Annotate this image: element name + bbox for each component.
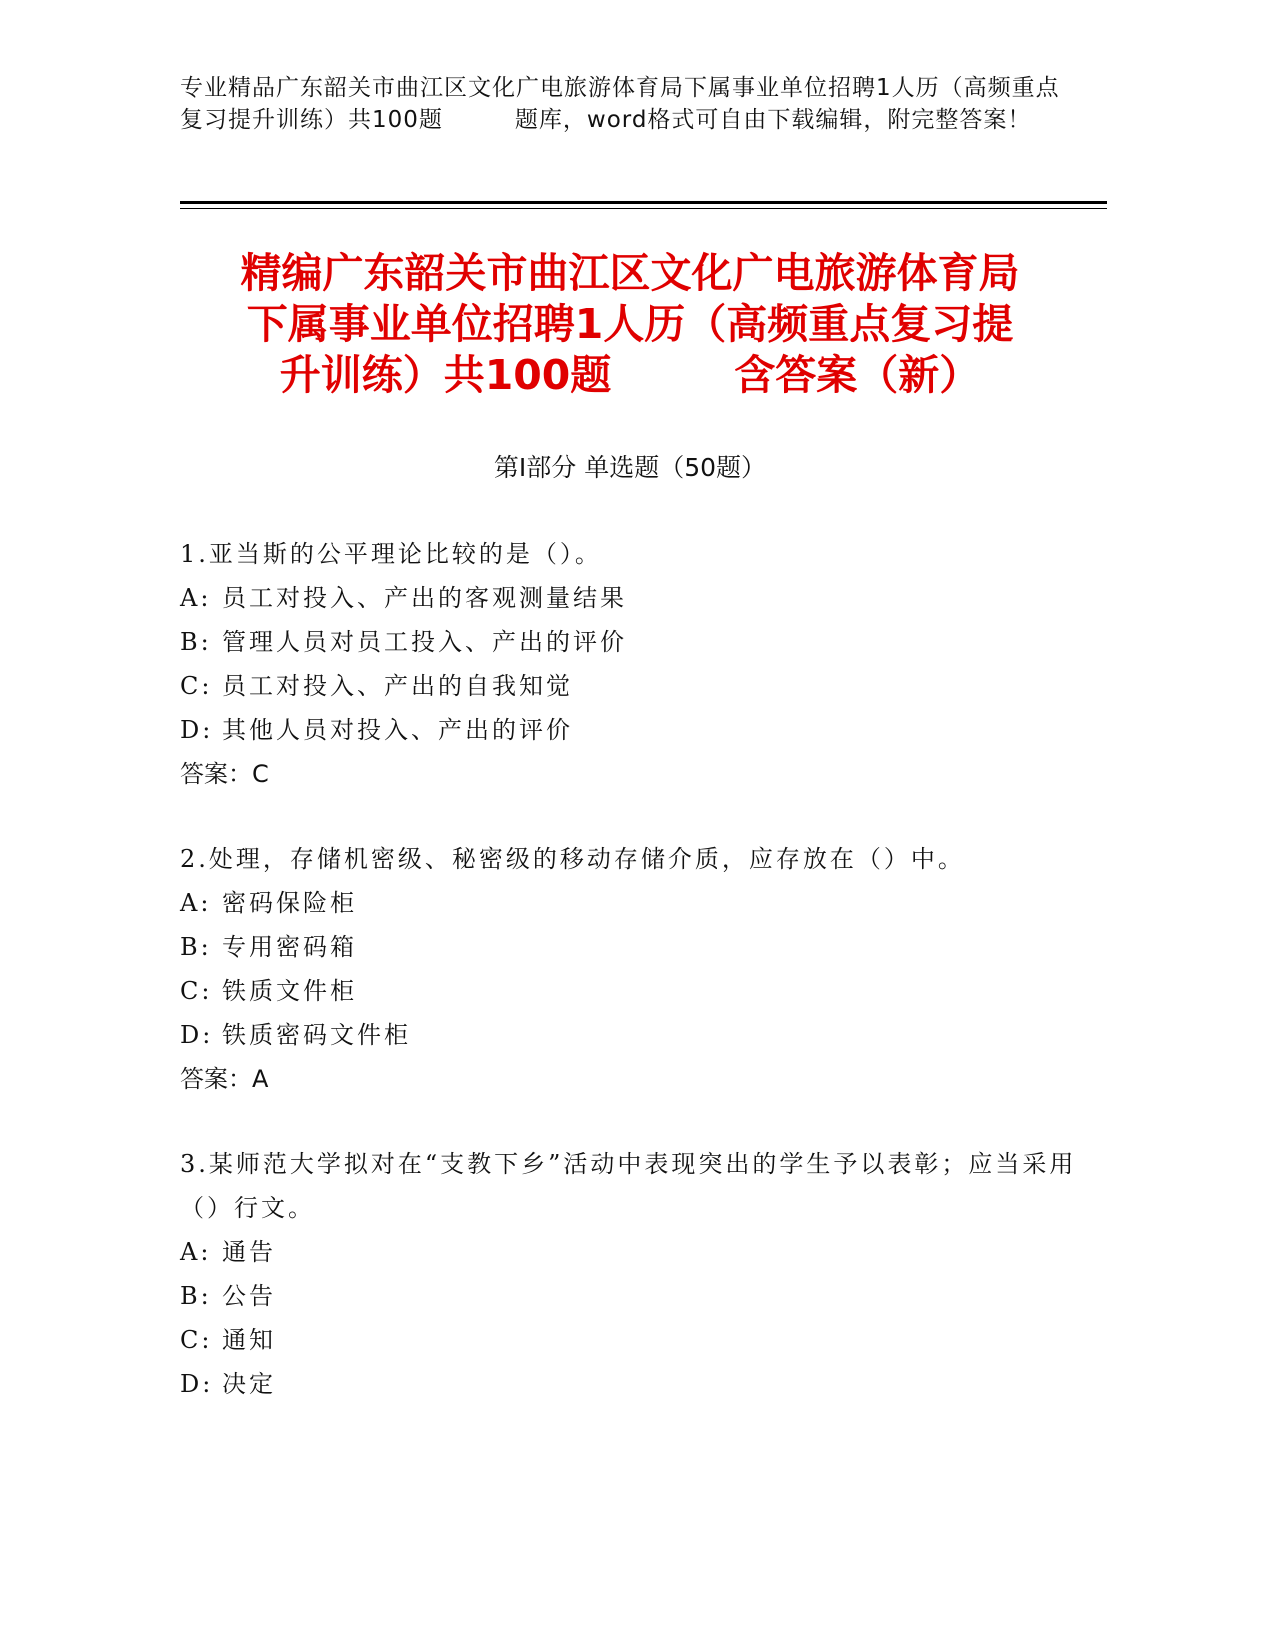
option-b: [180, 925, 1080, 969]
option-text: 公告: [222, 1282, 276, 1310]
option-letter: A:: [180, 889, 212, 917]
option-letter: D:: [180, 1370, 214, 1398]
title-line-3: 升训练）共100题 含答案（新）: [279, 351, 981, 399]
title-line-1: 精编广东韶关市曲江区文化广电旅游体育局: [240, 249, 1020, 297]
option-a: [180, 1230, 1080, 1274]
option-letter: B:: [180, 628, 212, 656]
question-text: 1.亚当斯的公平理论比较的是（）。: [180, 540, 602, 568]
option-letter: D:: [180, 1021, 214, 1049]
option-c: [180, 664, 1080, 708]
option-d: [180, 1013, 1080, 1057]
option-text: 密码保险柜: [222, 889, 357, 917]
option-c: [180, 969, 1080, 1013]
answer: 答案：C: [180, 760, 269, 788]
option-letter: C:: [180, 672, 213, 700]
option-d: [180, 1362, 1080, 1406]
option-text: 管理人员对员工投入、产出的评价: [222, 628, 627, 656]
option-letter: C:: [180, 977, 213, 1005]
option-a: [180, 576, 1080, 620]
header-divider-thin: [180, 208, 1107, 209]
option-letter: C:: [180, 1326, 213, 1354]
option-d: [180, 708, 1080, 752]
option-b: [180, 620, 1080, 664]
option-a: [180, 881, 1080, 925]
document-title: [180, 248, 1080, 401]
question-1: [180, 532, 1080, 796]
header-divider-thick: [180, 201, 1107, 204]
option-c: [180, 1318, 1080, 1362]
option-text: 决定: [222, 1370, 276, 1398]
option-b: [180, 1274, 1080, 1318]
option-text: 铁质文件柜: [222, 977, 357, 1005]
answer: 答案：A: [180, 1065, 269, 1093]
section-heading: 第Ⅰ部分 单选题（50题）: [493, 453, 767, 482]
option-text: 铁质密码文件柜: [222, 1021, 411, 1049]
option-letter: A:: [180, 584, 212, 612]
option-text: 通告: [222, 1238, 276, 1266]
option-text: 其他人员对投入、产出的评价: [222, 716, 573, 744]
question-3: [180, 1142, 1080, 1406]
option-letter: A:: [180, 1238, 212, 1266]
question-text: 3.某师范大学拟对在“支教下乡”活动中表现突出的学生予以表彰；应当采用（）行文。: [180, 1150, 1077, 1222]
option-letter: D:: [180, 716, 214, 744]
question-text: 2.处理，存储机密级、秘密级的移动存储介质，应存放在（）中。: [180, 845, 965, 873]
option-text: 员工对投入、产出的自我知觉: [222, 672, 573, 700]
question-2: [180, 837, 1080, 1101]
option-text: 通知: [222, 1326, 276, 1354]
title-line-2: 下属事业单位招聘1人历（高频重点复习提: [246, 300, 1014, 348]
header-note: 专业精品广东韶关市曲江区文化广电旅游体育局下属事业单位招聘1人历（高频重点复习提升训练）共100题 题库，word格式可自由下载编辑，附完整答案！: [180, 75, 1060, 133]
option-letter: B:: [180, 933, 212, 961]
option-text: 员工对投入、产出的客观测量结果: [222, 584, 627, 612]
option-text: 专用密码箱: [222, 933, 357, 961]
option-letter: B:: [180, 1282, 212, 1310]
